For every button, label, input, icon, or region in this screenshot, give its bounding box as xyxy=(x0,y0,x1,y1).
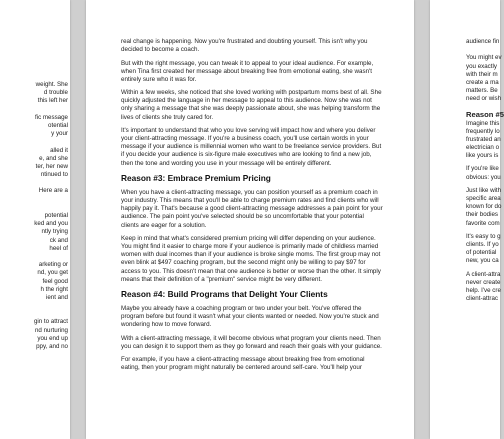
left-page xyxy=(0,0,70,439)
text-line: e, and she xyxy=(39,154,68,162)
text-line: electrician o xyxy=(466,144,500,152)
text-line: need or wish xyxy=(466,95,502,103)
text-line: this left her xyxy=(37,97,68,105)
text-line xyxy=(2,179,68,187)
text-line: frequently lo xyxy=(466,127,500,135)
text-line: You might ev xyxy=(466,54,502,62)
text-line: A client-attra xyxy=(466,270,501,278)
text-line: like yours is xyxy=(466,152,499,160)
text-line: of potential xyxy=(466,249,497,257)
right-page xyxy=(430,0,504,439)
text-line: If you're like xyxy=(466,165,499,173)
text-line: obvious: you xyxy=(466,173,501,181)
center-page-content xyxy=(121,38,383,378)
paragraph: But with the right message, you can tweak it to appeal to your ideal audience. For example, when Tina first created her message about breaking free from emotional eating, she wasn't entirely sure who it was for. xyxy=(121,59,374,83)
center-page xyxy=(86,0,414,439)
text-line: ntly trying xyxy=(41,228,68,236)
section-heading: Reason #5 xyxy=(466,109,504,119)
text-line: d trouble xyxy=(43,89,68,97)
paragraph: Keep in mind that what's considered premium pricing will differ depending on your audience. You might find it easier to charge more if your audience is primarily made of childless married women with dual incomes than if your audience is broke single moms. The first group may not even blink at $497 coaching program, but the second might only be willing to pay $97 for access to you. This doesn't mean that one audience is better or worse than the other. It simply means that their definition of a "premium" service might be very different. xyxy=(121,234,381,283)
paragraph: real change is happening. Now you're frustrated and doubting yourself. This isn't why you decided to become a coach. xyxy=(121,38,368,54)
text-line: h the right xyxy=(40,285,68,293)
text-line: create a ma xyxy=(466,78,499,86)
text-line: gin to attract xyxy=(33,318,68,326)
text-line: audience fin xyxy=(466,38,500,45)
text-line: you end up xyxy=(37,334,68,342)
text-line: nd, you get xyxy=(37,269,68,277)
text-line: clients. If yo xyxy=(466,240,499,248)
text-line: y your xyxy=(51,130,68,138)
paragraph: With a client-attracting message, it will become obvious what program your clients need. Then you can design it to support them as they go forward and reach their goals with your guidance. xyxy=(121,334,382,350)
paragraph: It's important to understand that who you love serving will impact how and where you deliver your client-attracting message. If you're a business coach, you'll use certain words in your message if your audience is millennial women who want to be freelance service providers. But if you decide your audience is six-figure male executives who are looking to find a new job, then the tone and wording you use in your message will be entirely different. xyxy=(121,126,382,167)
text-line: frustrated an xyxy=(466,135,501,143)
text-line: client-attrac xyxy=(466,295,498,303)
text-line: weight. She xyxy=(35,81,68,88)
paragraph: Within a few weeks, she noticed that she loved working with postpartum moms best of all. She quickly adjusted the language in her message to appeal to this audience. Now she was not only sharing a message that she was deeply passionate about, she was helping transform the lives of clients she truly cared for. xyxy=(121,89,382,121)
text-line: never create xyxy=(466,278,501,286)
text-line: fic message xyxy=(34,113,68,121)
text-line: ient and xyxy=(45,293,68,301)
text-line: potential xyxy=(44,212,68,219)
text-line xyxy=(2,253,68,261)
text-line xyxy=(466,46,500,54)
paragraph: Maybe you already have a coaching program or two under your belt. You've offered the program before but found it wasn't what your clients wanted or needed. Now you're stuck and wondering how to move forward. xyxy=(121,305,379,329)
text-line xyxy=(2,106,68,114)
text-line: matters. Be xyxy=(466,87,498,95)
text-line: Just like with xyxy=(466,186,502,194)
text-line: ppy, and no xyxy=(36,343,68,350)
text-line xyxy=(2,204,68,212)
text-line: with their m xyxy=(466,70,498,78)
paragraph: For example, if you have a client-attracting message about breaking free from emotional eating, then your program might naturally be centered around self-care. You'll help your xyxy=(121,356,365,372)
text-line xyxy=(2,302,68,310)
text-line: nd nurturing xyxy=(34,326,68,334)
text-line: their bodies xyxy=(466,211,498,219)
text-line: heel of xyxy=(49,244,68,252)
right-page-text xyxy=(466,38,504,303)
text-line: It's easy to g xyxy=(466,232,501,240)
text-line xyxy=(2,196,68,204)
text-line: new, you ca xyxy=(466,257,499,265)
text-line: otential xyxy=(48,121,68,129)
left-page-text xyxy=(2,81,68,351)
text-line: you exactly xyxy=(466,62,497,70)
text-line: ked and you xyxy=(34,220,68,228)
text-line: help. I've cre xyxy=(466,286,501,294)
text-line: known for do xyxy=(466,203,502,211)
text-line xyxy=(2,310,68,318)
text-line: Here are a xyxy=(38,187,68,195)
text-line: specific area xyxy=(466,195,501,202)
text-line: ter, her new xyxy=(35,162,68,170)
text-line: feel good xyxy=(42,277,68,285)
section-heading: Reason #3: Embrace Premium Pricing xyxy=(121,172,271,183)
section-heading: Reason #4: Build Programs that Delight Your Clients xyxy=(121,289,328,300)
text-line: ntinued to xyxy=(40,171,68,179)
text-line: favorite com xyxy=(466,219,500,227)
text-line: arketing or xyxy=(38,261,68,269)
text-line: Imagine this xyxy=(466,119,500,127)
text-line: alled it xyxy=(50,146,68,154)
paragraph: When you have a client-attracting message, you can position yourself as a premium coach in your industry. This means that you'll be able to charge premium rates and find clients who will happily pay it. That's because a good client-attracting message addresses a pain point for your audience. The pain point you've selected should be so uncomfortable that your potential clients are eager for a solution. xyxy=(121,188,383,229)
text-line: ck and xyxy=(49,236,68,244)
text-line xyxy=(2,138,68,146)
